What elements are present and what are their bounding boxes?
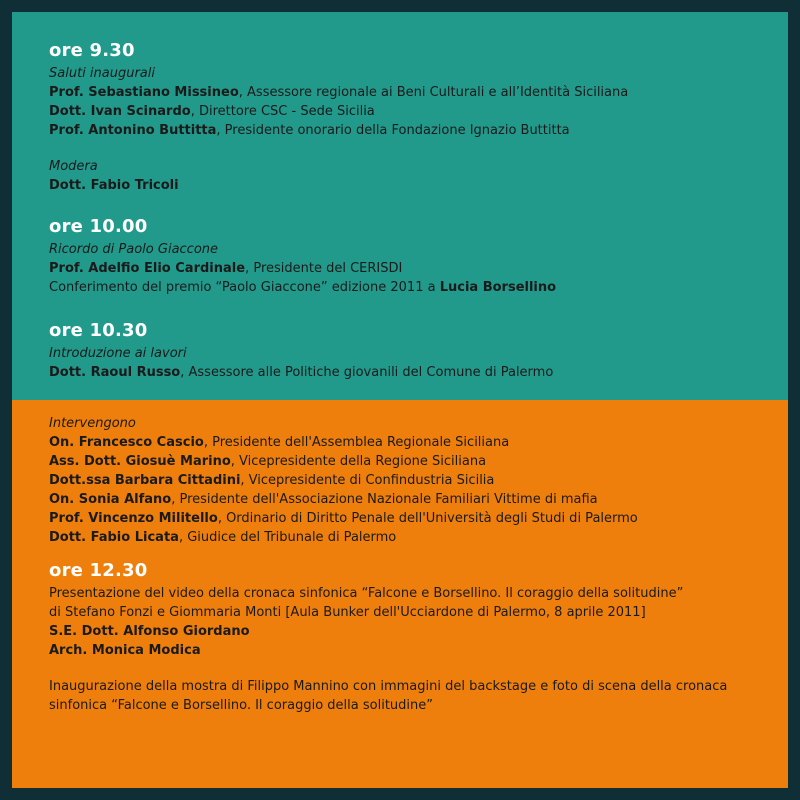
speaker-name: Prof. Antonino Buttitta bbox=[49, 123, 217, 138]
program-frame bbox=[12, 12, 788, 788]
session-heading: Introduzione ai lavori bbox=[49, 346, 187, 361]
speaker-row bbox=[49, 452, 779, 471]
speaker-row bbox=[49, 433, 779, 452]
speaker-role: , Assessore alle Politiche giovanili del Comune di Palermo bbox=[180, 365, 554, 380]
speaker-role: , Giudice del Tribunale di Palermo bbox=[178, 530, 397, 545]
speaker-role: , Vicepresidente della Regione Siciliana bbox=[230, 454, 487, 469]
speaker-role: , Presidente dell'Associazione Nazionale Familiari Vittime di mafia bbox=[171, 492, 598, 507]
session-heading: Ricordo di Paolo Giaccone bbox=[49, 242, 219, 257]
speaker-row bbox=[49, 259, 779, 278]
speaker-name: Prof. Adelfio Elio Cardinale bbox=[49, 261, 246, 276]
speaker-name: Prof. Vincenzo Militello bbox=[49, 511, 218, 526]
speaker-row bbox=[49, 121, 779, 140]
speaker-role: , Assessore regionale ai Beni Culturali e all’Identità Siciliana bbox=[238, 85, 629, 100]
session-heading: Intervengono bbox=[49, 416, 136, 431]
award-text: Conferimento del premio “Paolo Giaccone” edizione 2011 a bbox=[49, 280, 440, 295]
speaker-role: , Direttore CSC - Sede Sicilia bbox=[190, 104, 375, 119]
presentation-authors: di Stefano Fonzi e Giommaria Monti [Aula Bunker dell'Ucciardone di Palermo, 8 aprile 2011] bbox=[49, 605, 646, 620]
speaker-role: , Ordinario di Diritto Penale dell'Università degli Studi di Palermo bbox=[217, 511, 638, 526]
session-1000 bbox=[49, 216, 779, 297]
exhibition-line: sinfonica “Falcone e Borsellino. Il coraggio della solitudine” bbox=[49, 698, 433, 713]
speaker-row bbox=[49, 363, 779, 382]
session-heading: Saluti inaugurali bbox=[49, 66, 155, 81]
speaker-name: Dott. Fabio Licata bbox=[49, 530, 179, 545]
speaker-row bbox=[49, 471, 779, 490]
speaker-name: Ass. Dott. Giosuè Marino bbox=[49, 454, 231, 469]
session-time: ore 10.30 bbox=[49, 320, 148, 341]
speaker-name: Dott. Ivan Scinardo bbox=[49, 104, 191, 119]
speaker-row bbox=[49, 490, 779, 509]
exhibition-line: Inaugurazione della mostra di Filippo Mannino con immagini del backstage e foto di scena della cronaca bbox=[49, 679, 728, 694]
session-time: ore 9.30 bbox=[49, 40, 135, 61]
speaker-name: Arch. Monica Modica bbox=[49, 643, 201, 658]
moderator-name: Dott. Fabio Tricoli bbox=[49, 178, 179, 193]
session-time: ore 12.30 bbox=[49, 560, 148, 581]
speaker-row bbox=[49, 509, 779, 528]
speaker-row bbox=[49, 528, 779, 547]
speaker-name: Dott.ssa Barbara Cittadini bbox=[49, 473, 241, 488]
presentation-line: Presentazione del video della cronaca sinfonica “Falcone e Borsellino. Il coraggio della solitudine” bbox=[49, 586, 684, 601]
afternoon-panel bbox=[12, 400, 788, 788]
speaker-row bbox=[49, 102, 779, 121]
speaker-name: On. Francesco Cascio bbox=[49, 435, 204, 450]
speakers-block bbox=[49, 414, 779, 547]
award-line bbox=[49, 278, 779, 297]
speaker-role: , Presidente dell'Assemblea Regionale Siciliana bbox=[203, 435, 510, 450]
morning-panel bbox=[12, 12, 788, 400]
speaker-name: S.E. Dott. Alfonso Giordano bbox=[49, 624, 250, 639]
speaker-role: , Presidente del CERISDI bbox=[245, 261, 403, 276]
session-1030 bbox=[49, 320, 779, 382]
moderator-heading: Modera bbox=[49, 159, 98, 174]
speaker-name: On. Sonia Alfano bbox=[49, 492, 172, 507]
speaker-name: Prof. Sebastiano Missineo bbox=[49, 85, 239, 100]
session-time: ore 10.00 bbox=[49, 216, 148, 237]
award-recipient: Lucia Borsellino bbox=[439, 280, 557, 295]
speaker-row bbox=[49, 83, 779, 102]
speaker-role: , Presidente onorario della Fondazione Ignazio Buttitta bbox=[216, 123, 570, 138]
session-930 bbox=[49, 40, 779, 195]
session-1230 bbox=[49, 560, 779, 715]
speaker-role: , Vicepresidente di Confindustria Sicilia bbox=[240, 473, 495, 488]
speaker-name: Dott. Raoul Russo bbox=[49, 365, 181, 380]
